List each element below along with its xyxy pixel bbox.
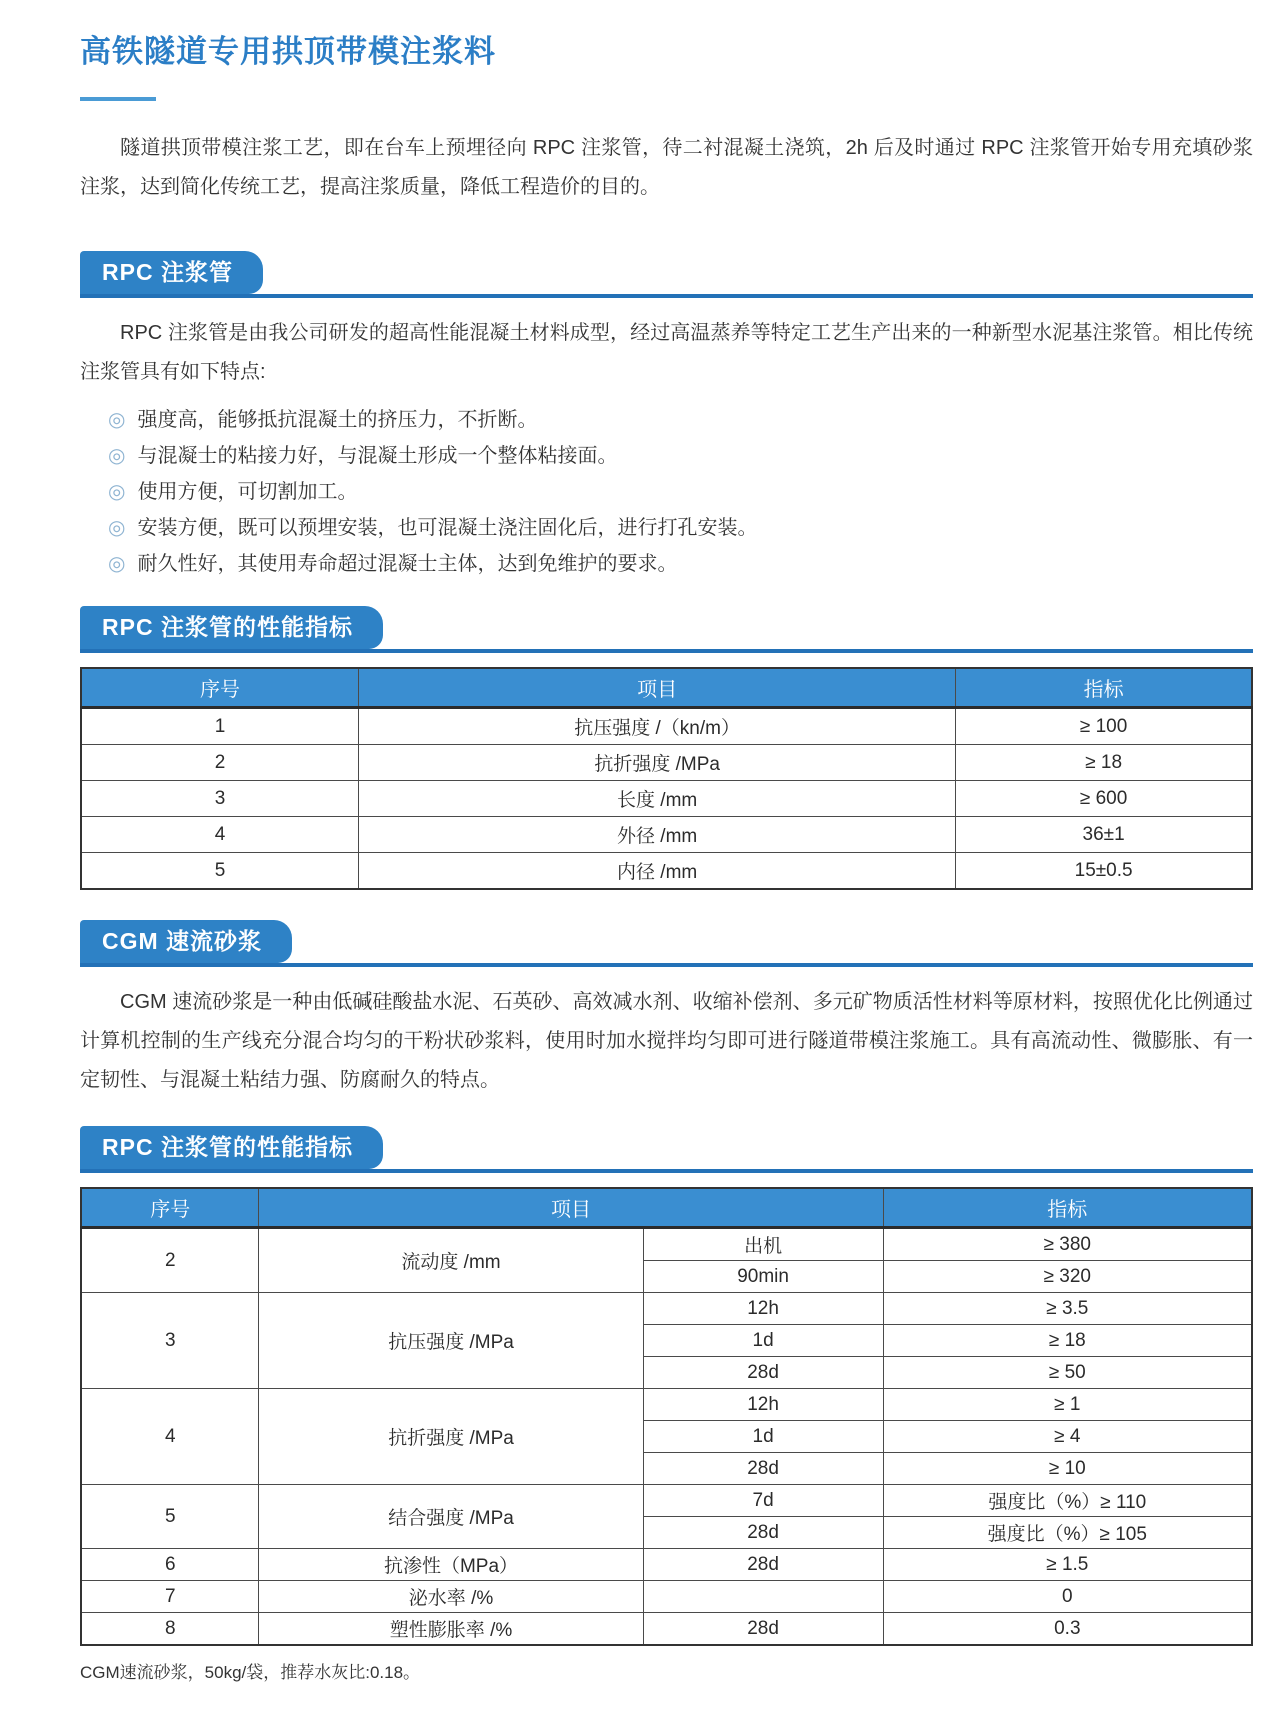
column-header: 指标	[956, 668, 1252, 708]
value-cell: ≥ 380	[883, 1228, 1252, 1261]
condition-cell: 28d	[643, 1549, 883, 1581]
table-row	[81, 1613, 1252, 1646]
table-header-row	[81, 668, 1252, 708]
value-cell: ≥ 1.5	[883, 1549, 1252, 1581]
value-cell: ≥ 3.5	[883, 1293, 1252, 1325]
table-row	[81, 1581, 1252, 1613]
rpc-paragraph: RPC 注浆管是由我公司研发的超高性能混凝土材料成型，经过高温蒸养等特定工艺生产出来的一种新型水泥基注浆管。相比传统注浆管具有如下特点:	[80, 322, 1253, 383]
table-row	[81, 1389, 1252, 1421]
column-header: 序号	[81, 668, 359, 708]
table-header-row	[81, 1188, 1252, 1228]
cgm-spec-table	[80, 1187, 1253, 1646]
table-cell: 1	[81, 708, 359, 745]
list-item-text: 安装方便，既可以预埋安装，也可混凝土浇注固化后，进行打孔安装。	[137, 517, 758, 539]
section-banner-cgm-spec	[80, 1126, 1253, 1173]
bullet-circle-icon: ◎	[108, 445, 126, 467]
item-cell: 结合强度 /MPa	[259, 1485, 643, 1549]
section-banner-label: RPC 注浆管的性能指标	[80, 606, 383, 649]
table-cell: 外径 /mm	[359, 817, 956, 853]
item-cell: 抗折强度 /MPa	[259, 1389, 643, 1485]
condition-cell: 28d	[643, 1517, 883, 1549]
condition-cell: 1d	[643, 1421, 883, 1453]
table-row	[81, 817, 1252, 853]
item-cell: 抗渗性（MPa）	[259, 1549, 643, 1581]
rpc-feature-list	[80, 402, 1253, 582]
section-banner-cgm	[80, 920, 1253, 967]
value-cell: 强度比（%）≥ 105	[883, 1517, 1252, 1549]
condition-cell	[643, 1581, 883, 1613]
value-cell: ≥ 4	[883, 1421, 1252, 1453]
value-cell: 0.3	[883, 1613, 1252, 1646]
condition-cell: 28d	[643, 1613, 883, 1646]
item-cell: 抗压强度 /MPa	[259, 1293, 643, 1389]
value-cell: 强度比（%）≥ 110	[883, 1485, 1252, 1517]
table-row	[81, 1293, 1252, 1325]
table-row	[81, 1549, 1252, 1581]
row-number-cell: 7	[81, 1581, 259, 1613]
row-number-cell: 3	[81, 1293, 259, 1389]
table-cell: 2	[81, 745, 359, 781]
rpc-spec-table	[80, 667, 1253, 890]
list-item	[108, 546, 1253, 582]
table-row	[81, 781, 1252, 817]
condition-cell: 出机	[643, 1228, 883, 1261]
row-number-cell: 6	[81, 1549, 259, 1581]
list-item-text: 使用方便，可切割加工。	[137, 481, 358, 503]
table-cell: 抗压强度 /（kn/m）	[359, 708, 956, 745]
list-item-text: 耐久性好，其使用寿命超过混凝士主体，达到免维护的要求。	[137, 553, 678, 575]
value-cell: ≥ 1	[883, 1389, 1252, 1421]
cgm-paragraph: CGM 速流砂浆是一种由低碱硅酸盐水泥、石英砂、高效减水剂、收缩补偿剂、多元矿物质活性材料等原材料，按照优化比例通过计算机控制的生产线充分混合均匀的干粉状砂浆料，使用时加水搅拌均匀即可进行隧道带模注浆施工。具有高流动性、微膨胀、有一定韧性、与混凝土粘结力强、防腐耐久的特点。	[80, 991, 1253, 1091]
column-header: 指标	[883, 1188, 1252, 1228]
table-row	[81, 745, 1252, 781]
column-header: 序号	[81, 1188, 259, 1228]
bullet-circle-icon: ◎	[108, 553, 126, 575]
condition-cell: 12h	[643, 1389, 883, 1421]
condition-cell: 7d	[643, 1485, 883, 1517]
table-row	[81, 1228, 1252, 1261]
table-cell: ≥ 100	[956, 708, 1252, 745]
table-row	[81, 1485, 1252, 1517]
condition-cell: 28d	[643, 1453, 883, 1485]
value-cell: ≥ 50	[883, 1357, 1252, 1389]
list-item	[108, 438, 1253, 474]
section-banner-label: RPC 注浆管	[80, 251, 263, 294]
item-cell: 流动度 /mm	[259, 1228, 643, 1293]
footer-note: CGM速流砂浆，50kg/袋，推荐水灰比:0.18。	[80, 1663, 421, 1682]
row-number-cell: 4	[81, 1389, 259, 1485]
row-number-cell: 5	[81, 1485, 259, 1549]
row-number-cell: 2	[81, 1228, 259, 1293]
bullet-circle-icon: ◎	[108, 517, 126, 539]
intro-paragraph: 隧道拱顶带模注浆工艺，即在台车上预埋径向 RPC 注浆管，待二衬混凝土浇筑，2h 后及时通过 RPC 注浆管开始专用充填砂浆注浆，达到简化传统工艺，提高注浆质量，降低工程造价的目的。	[80, 137, 1253, 198]
table-cell: 抗折强度 /MPa	[359, 745, 956, 781]
table-row	[81, 853, 1252, 890]
item-cell: 塑性膨胀率 /%	[259, 1613, 643, 1646]
row-number-cell: 8	[81, 1613, 259, 1646]
list-item	[108, 510, 1253, 546]
table-cell: 4	[81, 817, 359, 853]
list-item	[108, 402, 1253, 438]
column-header: 项目	[259, 1188, 883, 1228]
table-cell: 36±1	[956, 817, 1252, 853]
condition-cell: 1d	[643, 1325, 883, 1357]
table-cell: ≥ 600	[956, 781, 1252, 817]
value-cell: ≥ 320	[883, 1261, 1252, 1293]
condition-cell: 28d	[643, 1357, 883, 1389]
table-cell: ≥ 18	[956, 745, 1252, 781]
condition-cell: 90min	[643, 1261, 883, 1293]
list-item-text: 强度高，能够抵抗混凝土的挤压力，不折断。	[137, 409, 538, 431]
column-header: 项目	[359, 668, 956, 708]
bullet-circle-icon: ◎	[108, 409, 126, 431]
table-cell: 3	[81, 781, 359, 817]
section-banner-label: RPC 注浆管的性能指标	[80, 1126, 383, 1169]
list-item	[108, 474, 1253, 510]
table-cell: 内径 /mm	[359, 853, 956, 890]
section-banner-rpc	[80, 251, 1253, 298]
item-cell: 泌水率 /%	[259, 1581, 643, 1613]
table-cell: 15±0.5	[956, 853, 1252, 890]
section-banner-rpc-spec	[80, 606, 1253, 653]
condition-cell: 12h	[643, 1293, 883, 1325]
table-row	[81, 708, 1252, 745]
value-cell: ≥ 10	[883, 1453, 1252, 1485]
bullet-circle-icon: ◎	[108, 481, 126, 503]
title-underline	[80, 97, 156, 101]
table-cell: 5	[81, 853, 359, 890]
value-cell: ≥ 18	[883, 1325, 1252, 1357]
section-banner-label: CGM 速流砂浆	[80, 920, 292, 963]
list-item-text: 与混凝士的粘接力好，与混凝土形成一个整体粘接面。	[137, 445, 618, 467]
page-title: 高铁隧道专用拱顶带模注浆料	[80, 34, 496, 69]
value-cell: 0	[883, 1581, 1252, 1613]
table-cell: 长度 /mm	[359, 781, 956, 817]
